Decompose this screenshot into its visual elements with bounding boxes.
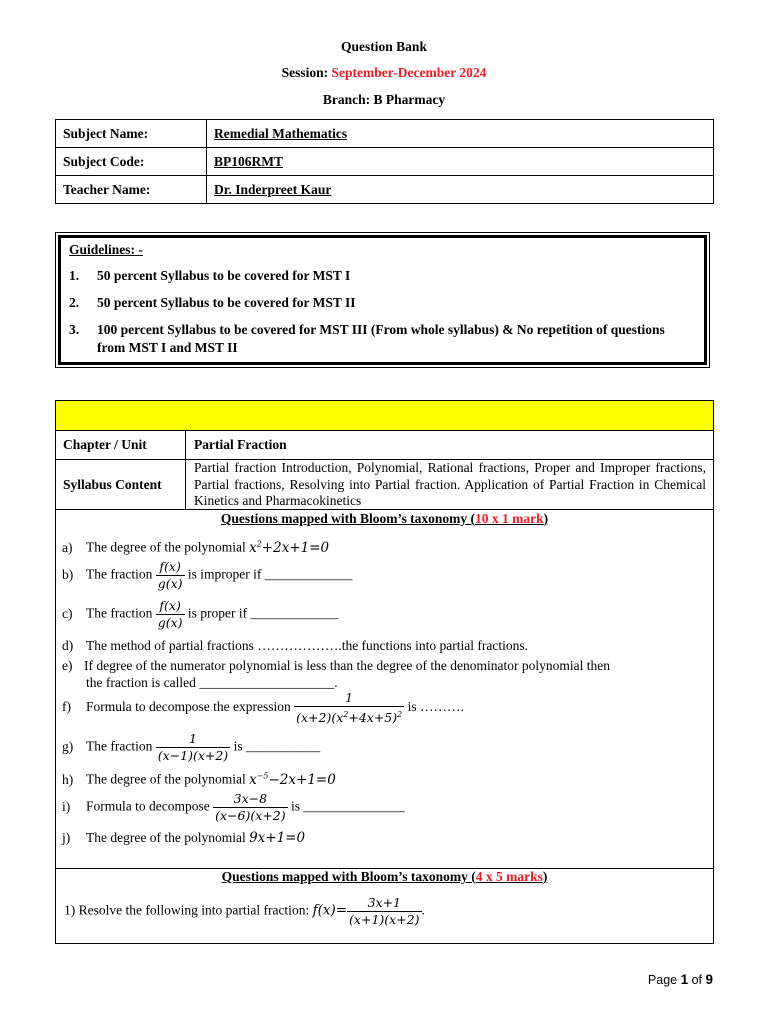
- chapter-label: Chapter / Unit: [56, 431, 186, 459]
- subject-name-row: [56, 120, 714, 148]
- fraction: $\frac{3x+1}{(x+1)(x+2)}$: [349, 895, 420, 927]
- question-g: g) The fraction $\frac{1}{(x-1)(x+2)}$ is ___________: [62, 731, 321, 763]
- mapped-heading-2: Questions mapped with Bloom’s taxonomy (4 x 5 marks): [221, 869, 548, 884]
- question-b: b) The fraction $\frac{f(x)}{g(x)}$ is improper if _____________: [62, 559, 353, 591]
- question-1: 1) Resolve the following into partial fraction: f(x)= $\frac{3x+1}{(x+1)(x+2)}$ .: [64, 895, 425, 927]
- question-c: c) The fraction $\frac{f(x)}{g(x)}$ is proper if _____________: [62, 598, 339, 630]
- unit-box: [55, 400, 714, 944]
- question-d: d) The method of partial fractions ……………….the functions into partial fractions.: [62, 638, 529, 653]
- subject-code-label: Subject Code:: [56, 148, 207, 176]
- fraction: $\frac{f(x)}{g(x)}$: [157, 559, 183, 591]
- page-number: Page 1 of 9: [647, 972, 713, 987]
- teacher-name-label: Teacher Name:: [56, 176, 207, 204]
- subject-name-value: Remedial Mathematics: [207, 120, 714, 148]
- branch-line: Branch: B Pharmacy: [322, 92, 446, 107]
- yellow-header-band: [56, 401, 713, 431]
- syllabus-row: [56, 460, 713, 510]
- guidelines-box: [55, 232, 710, 368]
- mapped-heading-1: Questions mapped with Bloom’s taxonomy (10 x 1 mark): [220, 511, 549, 526]
- guidelines-title: Guidelines: -: [69, 242, 143, 257]
- question-f: f) Formula to decompose the expression $\frac{1}{(x+2)(x^2+4x+5)^2}$ is ……….: [62, 690, 464, 726]
- fraction: $\frac{1}{(x-1)(x+2)}$: [157, 731, 229, 763]
- subject-info-table: [55, 119, 714, 204]
- doc-title: Question Bank: [341, 39, 427, 54]
- guideline-item: 2. 50 percent Syllabus to be covered for MST II: [69, 295, 356, 310]
- question-j: j) The degree of the polynomial 9x+1=0: [62, 830, 306, 846]
- chapter-row: [56, 431, 713, 460]
- subject-name-label: Subject Name:: [56, 120, 207, 148]
- fraction: $\frac{1}{(x+2)(x^2+4x+5)^2}$: [296, 690, 403, 726]
- question-i: i) Formula to decompose $\frac{3x-8}{(x-6)(x+2)}$ is _______________: [62, 791, 405, 823]
- chapter-value: Partial Fraction: [194, 437, 287, 452]
- fraction: $\frac{f(x)}{g(x)}$: [157, 598, 183, 630]
- subject-code-value: BP106RMT: [207, 148, 714, 176]
- session-line: [0, 65, 768, 81]
- question-e: e) If degree of the numerator polynomial is less than the degree of the denominator polynomial then the fraction is called ____________________.: [62, 658, 610, 690]
- question-a: a) The degree of the polynomial $x^2+2x+1=0$: [62, 539, 330, 556]
- teacher-name-row: [56, 176, 714, 204]
- session-label: Session:: [281, 65, 332, 80]
- syllabus-value: Partial fraction Introduction, Polynomial, Rational fractions, Proper and Improper fractions, Partial fractions, Resolving into Partial fraction. Application of Partial Fraction in Chemical Kinetics and Pharmacokinetics: [194, 460, 706, 508]
- fraction: $\frac{3x-8}{(x-6)(x+2)}$: [215, 791, 286, 823]
- syllabus-label: Syllabus Content: [56, 460, 186, 509]
- question-h: h) The degree of the polynomial $x^{-5}-2x+1=0$: [62, 771, 336, 788]
- guideline-item: 1. 50 percent Syllabus to be covered for MST I: [69, 268, 351, 283]
- guideline-item: 3. 100 percent Syllabus to be covered for MST III (From whole syllabus) & No repetition of questions from MST I and MST II: [69, 322, 665, 355]
- subject-code-row: [56, 148, 714, 176]
- teacher-name-value: Dr. Inderpreet Kaur: [207, 176, 714, 204]
- session-value: September-December 2024: [331, 65, 487, 80]
